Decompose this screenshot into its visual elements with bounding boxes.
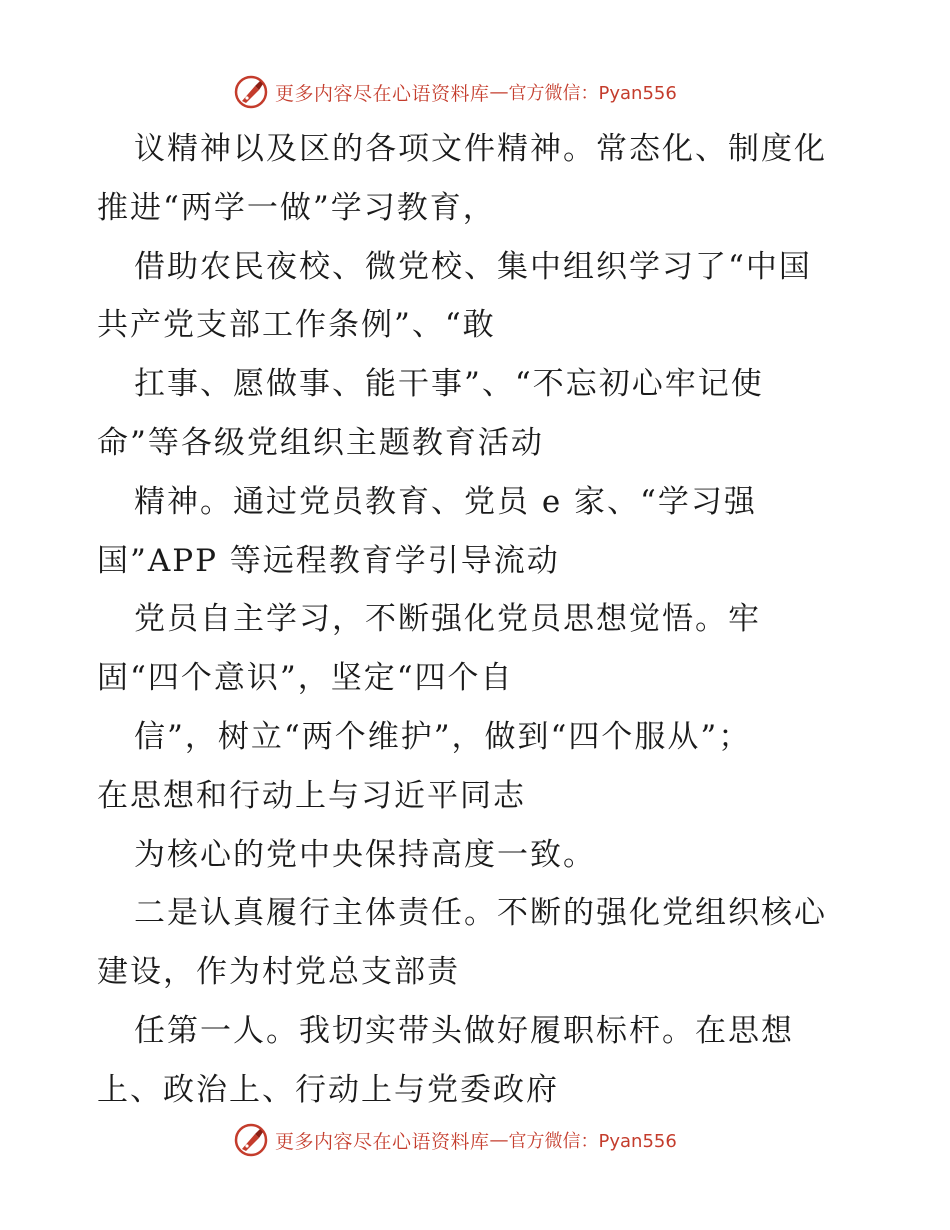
body-line: 议精神以及区的各项文件精神。常态化、制度化 xyxy=(134,131,827,167)
footer-banner xyxy=(233,1120,753,1160)
footer-contact-text: 官方微信：Pyan556 xyxy=(508,1131,677,1152)
header-banner xyxy=(233,72,753,112)
body-line: 精神。通过党员教育、党员 e 家、“学习强 xyxy=(134,483,757,520)
pen-nib-logo-icon xyxy=(233,74,269,110)
body-line: 借助农民夜校、微党校、集中组织学习了“中国 xyxy=(134,248,812,285)
body-line: 党员自主学习，不断强化党员思想觉悟。牢 xyxy=(134,601,761,638)
body-line: 为核心的党中央保持高度一致。 xyxy=(134,836,596,873)
pen-nib-logo-icon xyxy=(233,1122,269,1158)
body-line: 扛事、愿做事、能干事”、“不忘初心牢记使 xyxy=(134,366,764,403)
body-line: 上、政治上、行动上与党委政府 xyxy=(97,1071,559,1108)
body-line: 国”APP 等远程教育学引导流动 xyxy=(97,542,560,579)
body-line: 命”等各级党组织主题教育活动 xyxy=(97,424,544,461)
body-line: 任第一人。我切实带头做好履职标杆。在思想 xyxy=(134,1012,794,1049)
footer-banner-separator: — xyxy=(489,1129,509,1151)
body-line: 共产党支部工作条例”、“敢 xyxy=(97,307,496,344)
body-line: 在思想和行动上与习近平同志 xyxy=(97,777,526,814)
header-contact-text: 官方微信：Pyan556 xyxy=(508,83,677,104)
body-line: 二是认真履行主体责任。不断的强化党组织核心 xyxy=(134,895,827,932)
header-banner-separator: — xyxy=(489,81,509,103)
body-text xyxy=(97,120,857,1120)
header-banner-text: 更多内容尽在心语资料库 xyxy=(275,82,490,105)
body-line: 推进“两学一做”学习教育， xyxy=(97,189,496,226)
body-line: 建设，作为村党总支部责 xyxy=(97,954,460,991)
body-line: 信”，树立“两个维护”，做到“四个服从”； xyxy=(134,718,752,755)
body-line: 固“四个意识”，坚定“四个自 xyxy=(97,660,514,697)
footer-banner-text: 更多内容尽在心语资料库 xyxy=(275,1130,490,1153)
